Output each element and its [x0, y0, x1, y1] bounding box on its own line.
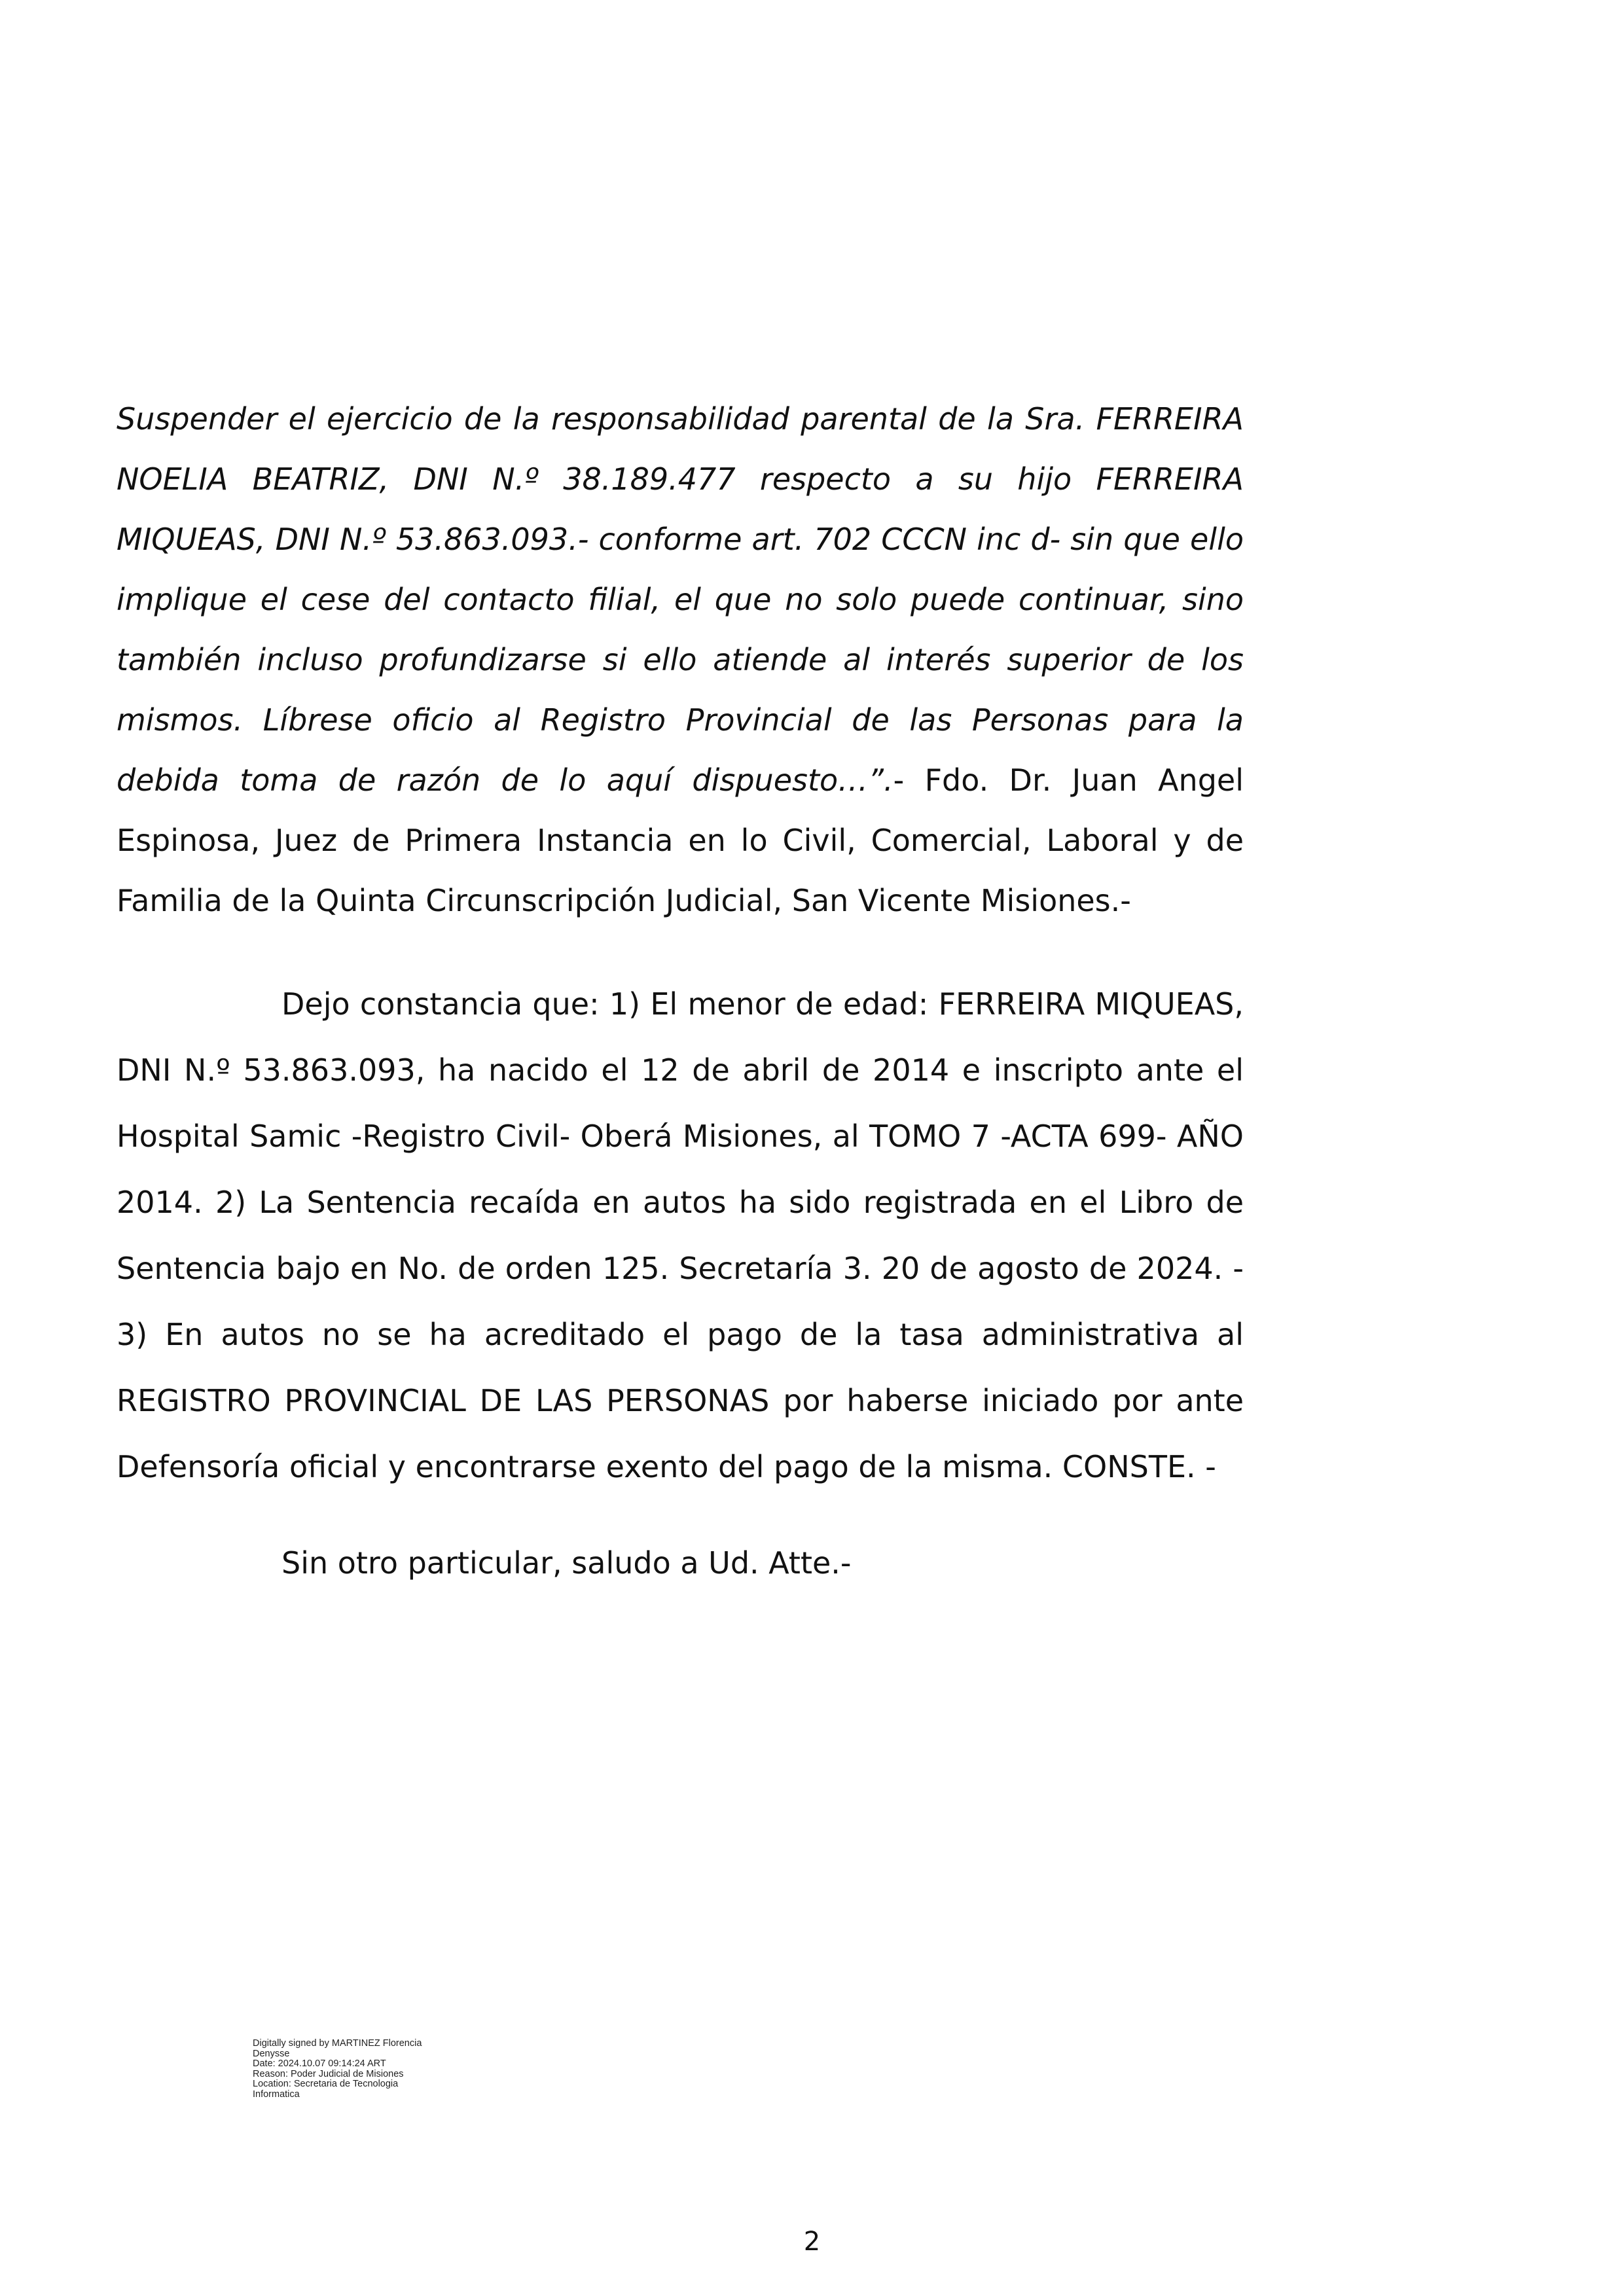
- signature-date: Date: 2024.10.07 09:14:24 ART: [253, 2058, 386, 2069]
- page-number: 2: [803, 2227, 821, 2257]
- signature-line: Denysse: [253, 2048, 290, 2059]
- judge-signature-text: - Fdo. Dr. Juan Angel Espinosa, Juez de Primera Instancia en lo Civil, Comercial, Laboral y de Familia de la Quinta Circunscripción Judicial, San Vicente Misiones.-: [117, 762, 1244, 918]
- signature-line: Digitally signed by MARTINEZ Florencia: [253, 2038, 422, 2049]
- digital-signature-block: [253, 2039, 593, 2100]
- closing-paragraph: Sin otro particular, saludo a Ud. Atte.-: [281, 1545, 852, 1581]
- signature-line: Informatica: [253, 2089, 300, 2100]
- quoted-resolution-text: Suspender el ejercicio de la responsabilidad parental de la Sra. FERREIRA NOELIA BEATRIZ, DNI N.º 38.189.477 respecto a su hijo FERREIRA MIQUEAS, DNI N.º 53.863.093.- conforme art. 702 CCCN inc d- sin que ello implique el cese del contacto filial, el que no solo puede continuar, sino también incluso profundizarse si ello atiende al interés superior de los mismos. Líbrese oficio al Registro Provincial de las Personas para la debida toma de razón de lo aquí dispuesto…”.: [117, 401, 1244, 798]
- signature-location: Location: Secretaria de Tecnologia: [253, 2079, 399, 2089]
- resolution-paragraph: [117, 389, 1244, 931]
- signature-reason: Reason: Poder Judicial de Misiones: [253, 2068, 404, 2079]
- constancy-paragraph: Dejo constancia que: 1) El menor de edad: FERREIRA MIQUEAS, DNI N.º 53.863.093, ha nacido el 12 de abril de 2014 e inscripto ante el Hospital Samic -Registro Civil- Oberá Misiones, al TOMO 7 -ACTA 699- AÑO 2014. 2) La Sentencia recaída en autos ha sido registrada en el Libro de Sentencia bajo en No. de orden 125. Secretaría 3. 20 de agosto de 2024. - 3) En autos no se ha acreditado el pago de la tasa administrativa al REGISTRO PROVINCIAL DE LAS PERSONAS por haberse iniciado por ante Defensoría oficial y encontrarse exento del pago de la misma. CONSTE. -: [117, 986, 1244, 1484]
